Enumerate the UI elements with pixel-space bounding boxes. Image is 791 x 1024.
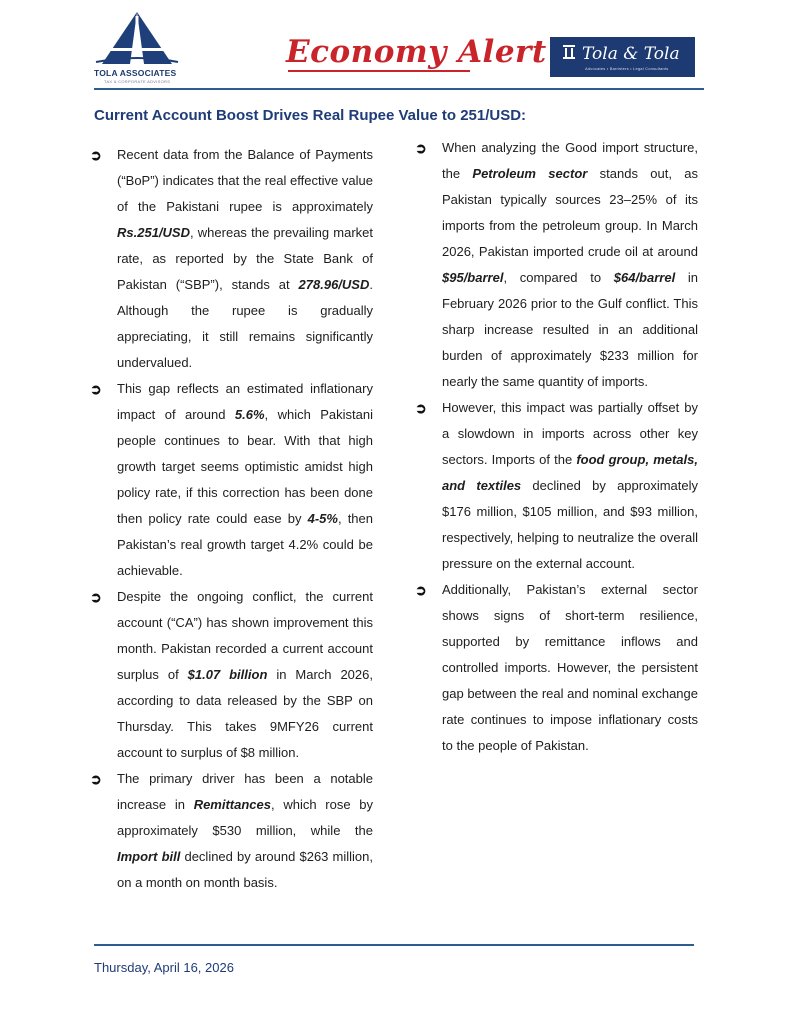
bullet-arrow-icon: ➲ (90, 771, 102, 787)
bullet-paragraph (90, 584, 373, 766)
paragraph-text: The primary driver has been a notable increase in (117, 771, 373, 812)
paragraph-text: This gap reflects an estimated inflationary impact of around (117, 381, 373, 422)
bullet-arrow-icon: ➲ (90, 589, 102, 605)
paragraph-text: When analyzing the Good import structure, the (442, 140, 698, 181)
bullet-paragraph (90, 766, 374, 896)
emphasis-text: $95/barrel (442, 270, 504, 285)
emphasis-text: Import bill (117, 849, 181, 864)
title-underline (288, 70, 470, 72)
pyramid-logo-icon (92, 10, 182, 70)
left-column (90, 142, 374, 896)
paragraph-text: Additionally, Pakistan’s external sector shows signs of short-term resilience, supported by remittance inflows and controlled imports. However, the persistent gap between the real and nominal exchange rate continues to impose inflationary costs to the people of Pakistan. (442, 582, 698, 753)
paragraph-text: in March 2026, according to data released by the SBP on Thursday. This takes 9MFY26 current account to surplus of $8 million. (117, 667, 373, 760)
right-column (415, 135, 699, 759)
bullet-arrow-icon: ➲ (415, 582, 427, 598)
paragraph-text: . Although the rupee is gradually appreciating, it still remains significantly undervalued. (117, 277, 373, 370)
bullet-arrow-icon: ➲ (90, 147, 102, 163)
bullet-paragraph (415, 135, 699, 395)
bullet-paragraph (415, 395, 698, 577)
emphasis-text: 278.96/USD (298, 277, 370, 292)
paragraph-text: , which Pakistani people continues to bear. With that high growth target seems optimistic amidst high policy rate, if this correction has been done then policy rate could ease by (117, 407, 373, 526)
paragraph-text: declined by approximately $176 million, $105 million, and $93 million, respectively, helping to neutralize the overall pressure on the external account. (442, 478, 698, 571)
bullet-paragraph (90, 142, 373, 376)
bullet-paragraph (90, 376, 373, 584)
emphasis-text: 4-5% (307, 511, 338, 526)
bullet-arrow-icon: ➲ (90, 381, 102, 397)
right-logo-name: Tola & Tola (582, 44, 680, 64)
footer-date: Thursday, April 16, 2026 (94, 960, 234, 975)
paragraph-text: , which rose by approximately $530 million, while the (117, 797, 374, 838)
paragraph-text: in February 2026 prior to the Gulf conflict. This sharp increase resulted in an additional burden of approximately $233 million for nearly the same quantity of imports. (442, 270, 698, 389)
right-logo-tagline: Advocates • Barristers • Legal Consultants (585, 66, 669, 71)
bullet-arrow-icon: ➲ (415, 140, 427, 156)
paragraph-text: , then Pakistan’s real growth target 4.2% could be achievable. (117, 511, 373, 578)
emphasis-text: 5.6% (234, 407, 265, 422)
pillar-icon (562, 44, 576, 60)
emphasis-text: $1.07 billion (187, 667, 268, 682)
emphasis-text: Petroleum sector (472, 166, 588, 181)
paragraph-text: , compared to (503, 270, 614, 285)
bullet-arrow-icon: ➲ (415, 400, 427, 416)
footer-divider (94, 944, 694, 946)
emphasis-text: Rs.251/USD (117, 225, 190, 240)
paragraph-text: stands out, as Pakistan typically sources 23–25% of its imports from the petroleum group. In March 2026, Pakistan imported crude oil at around (442, 166, 699, 259)
paragraph-text: However, this impact was partially offset by a slowdown in imports across other key sectors. Imports of the (442, 400, 698, 467)
left-logo-name: TOLA ASSOCIATES (94, 68, 177, 78)
emphasis-text: Remittances (193, 797, 271, 812)
paragraph-text: , whereas the prevailing market rate, as reported by the State Bank of Pakistan (“SBP”), stands at (117, 225, 373, 292)
headline: Current Account Boost Drives Real Rupee Value to 251/USD: (94, 107, 527, 124)
paragraph-text: Despite the ongoing conflict, the current account (“CA”) has shown improvement this month. Pakistan recorded a current account surplus of (117, 589, 373, 682)
page-title: Economy Alert (286, 34, 547, 70)
header-divider (94, 88, 704, 90)
left-logo-tagline: TAX & CORPORATE ADVISORS (104, 79, 171, 84)
bullet-paragraph (415, 577, 698, 759)
emphasis-text: $64/barrel (613, 270, 676, 285)
paragraph-text: Recent data from the Balance of Payments (“BoP”) indicates that the real effective value of the Pakistani rupee is approximately (117, 147, 373, 214)
paragraph-text: declined by around $263 million, on a month on month basis. (117, 849, 373, 890)
emphasis-text: food group, metals, and textiles (442, 452, 698, 493)
